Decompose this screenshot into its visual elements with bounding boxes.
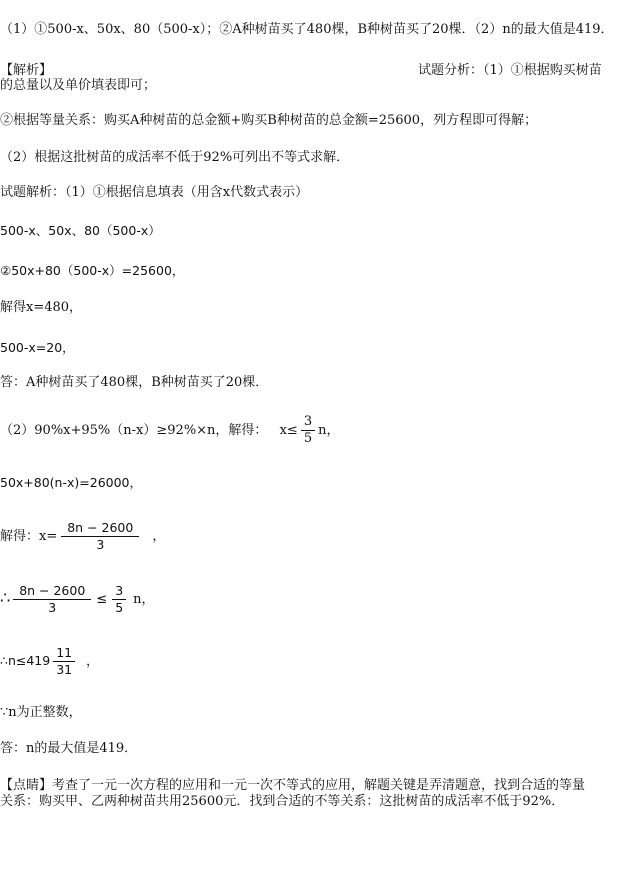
- equation-1: ②50x+80（500-x）=25600，: [0, 263, 185, 278]
- fraction-denominator: 3: [48, 600, 57, 615]
- comment-line-2: 关系：购买甲、乙两种树苗共用25600元．找到合适的不等关系：这批树苗的成活率不低于92%．: [0, 794, 565, 809]
- fraction-denominator: 31: [56, 662, 73, 677]
- solution-x-expression: [0, 520, 165, 553]
- analysis-text-cont: 的总量以及单价填表即可；: [0, 78, 157, 93]
- fraction-numerator: 3: [112, 583, 126, 600]
- fraction-numerator: 8n − 2600: [13, 583, 91, 600]
- bound-prefix: ∴n≤419: [0, 653, 51, 668]
- fraction-numerator: 3: [301, 414, 315, 431]
- inequality-line: [0, 583, 155, 616]
- fraction-8n-2600-over-3: [61, 520, 139, 553]
- leq-symbol: ≤: [96, 592, 108, 607]
- fraction-3-5: [301, 414, 315, 447]
- integer-condition: ∵n为正整数，: [0, 705, 82, 720]
- answer-line: （1）①500-x、50x、80（500-x）；②A种树苗买了480棵，B种树苗买了20棵．（2）n的最大值是419．: [0, 22, 614, 37]
- part2-inequality: [0, 414, 339, 447]
- part2-prefix: （2）90%x+95%（n-x）≥92%×n，解得：: [0, 423, 268, 438]
- bound-line: [0, 645, 99, 678]
- analysis-tag: 【解析】: [0, 63, 53, 78]
- fraction-8n-2600-over-3: [13, 583, 91, 616]
- equation-2: 50x+80(n-x)=26000，: [0, 475, 143, 490]
- part2-suffix: n，: [318, 423, 340, 438]
- comment-line-1: 【点睛】考查了一元一次方程的应用和一元一次不等式的应用，解题关键是弄清题意，找到合适的等量: [0, 778, 586, 793]
- sol2-suffix: ，: [152, 529, 166, 544]
- fraction-11-31: [53, 645, 75, 678]
- part2-x: x≤: [279, 423, 298, 438]
- bound-suffix: ，: [86, 653, 99, 668]
- ineq-suffix: n，: [133, 592, 155, 607]
- fraction-denominator: 3: [96, 537, 105, 552]
- analysis-text-right: 试题分析：（1）①根据购买树苗: [418, 63, 602, 78]
- b-count: 500-x=20，: [0, 340, 75, 355]
- sol2-prefix: 解得：x=: [0, 529, 58, 544]
- therefore-symbol: ∴: [0, 588, 11, 607]
- fraction-3-5: [112, 583, 126, 616]
- solved-x: 解得x=480，: [0, 300, 83, 315]
- analysis-step2: ②根据等量关系：购买A种树苗的总金额+购买B种树苗的总金额=25600，列方程即可得解；: [0, 113, 538, 128]
- fraction-numerator: 8n − 2600: [61, 520, 139, 537]
- fraction-denominator: 5: [115, 600, 124, 615]
- fraction-denominator: 5: [303, 431, 313, 446]
- analysis-step3: （2）根据这批树苗的成活率不低于92%可列出不等式求解．: [0, 150, 350, 165]
- fraction-numerator: 11: [53, 645, 75, 662]
- solution-intro: 试题解析：（1）①根据信息填表（用含x代数式表示）: [0, 185, 309, 200]
- fill-values: 500-x、50x、80（500-x）: [0, 223, 161, 238]
- answer-part1: 答：A种树苗买了480棵，B种树苗买了20棵．: [0, 375, 269, 390]
- answer-part2: 答：n的最大值是419．: [0, 741, 138, 756]
